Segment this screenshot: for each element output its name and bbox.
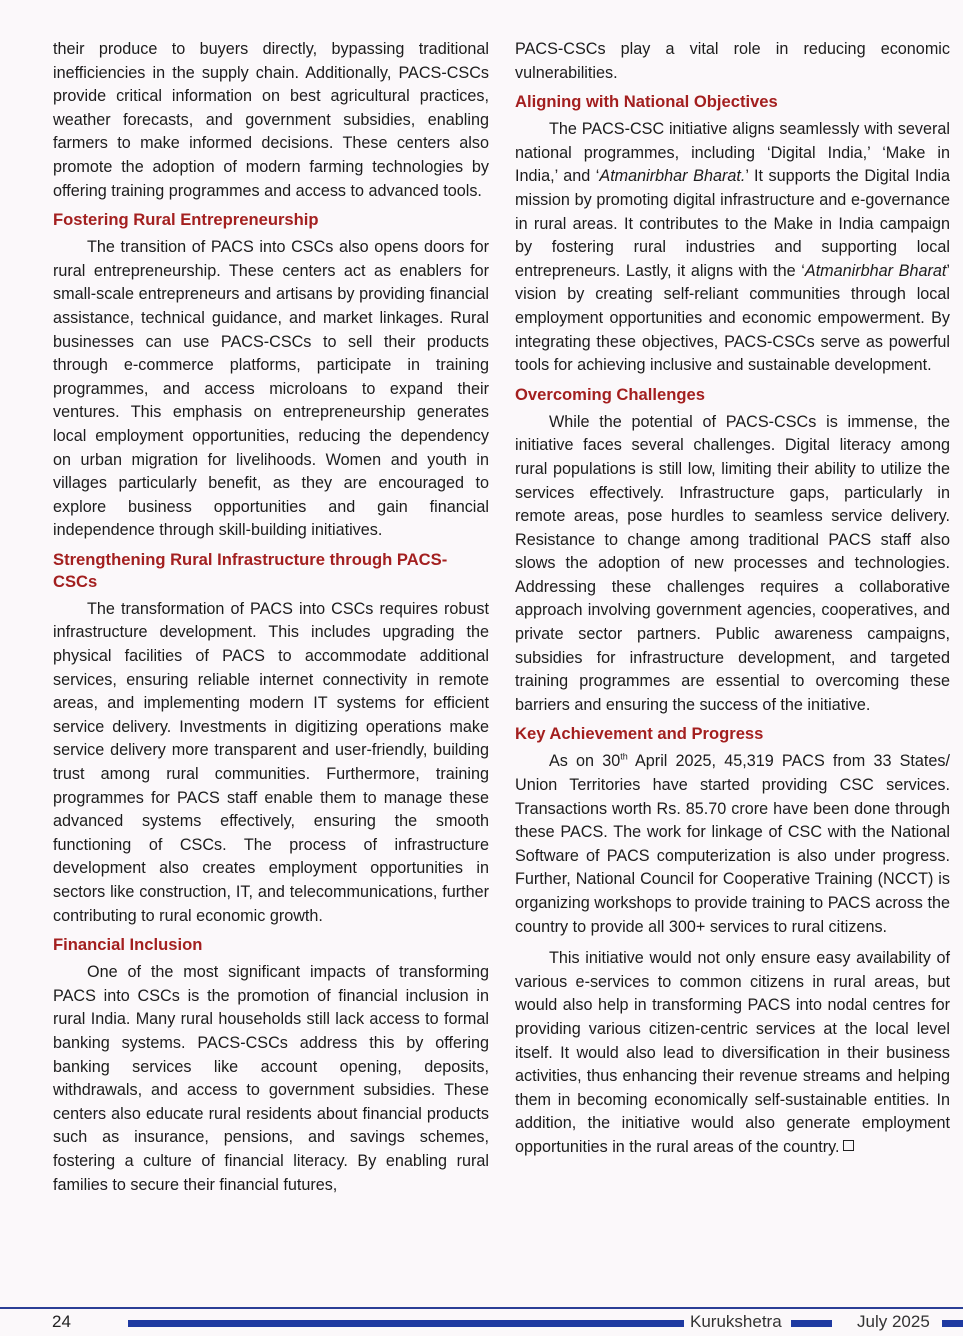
section-body-financial-inclusion: One of the most significant impacts of transforming PACS into CSCs is the promotion of financial inclusion in rural India. Many rural households still lack access to formal banking systems. PACS-CSCs address this by offering banking services like account opening, deposits, withdrawals, and access to government subsidies. These centers also educate rural residents about financial products such as insurance, pensions, and savings schemes, fostering a culture of financial literacy. By enabling rural families to secure their financial futures, (53, 963, 489, 1194)
section-body-national-objectives (515, 118, 950, 378)
section-heading-infrastructure: Strengthening Rural Infrastructure through PACS-CSCs (53, 549, 448, 591)
text-run: The PACS-CSC initiative aligns seamlessly with several national programmes, including ‘Digital India,’ ‘Make in India,’ and ‘ (515, 120, 950, 186)
section-heading-entrepreneurship: Fostering Rural Entrepreneurship (53, 210, 319, 230)
page-number: 24 (52, 1312, 71, 1331)
footer-bar-decoration (942, 1320, 963, 1327)
continued-paragraph: their produce to buyers directly, bypassing traditional inefficiencies in the supply chain. Additionally, PACS-CSCs provide critical information on best agricultural practices, weather forecasts, and government subsidies, enabling farmers to make informed decisions. These centers also promote the adoption of modern farming technologies by offering training programmes and access to advanced tools. (53, 40, 489, 200)
section-heading-financial-inclusion: Financial Inclusion (53, 935, 203, 955)
text-run: ’ It supports the Digital India mission by promoting digital infrastructure and e-governance in rural areas. It contributes to the Make in India campaign by fostering rural industries and supporting local entrepreneurs. Lastly, it aligns with the ‘ (515, 167, 950, 280)
italic-term: Atmanirbhar Bharat (804, 261, 947, 280)
section-heading-achievement: Key Achievement and Progress (515, 724, 764, 744)
section-body-entrepreneurship: The transition of PACS into CSCs also opens doors for rural entrepreneurship. These centers act as enablers for small-scale entrepreneurs and artisans by providing financial assistance, technical guidance, and market linkages. Rural businesses can use PACS-CSCs to sell their products through e-commerce platforms, participate in training programmes, and access microloans to expand their ventures. This emphasis on entrepreneurship generates local employment opportunities, reducing the dependency on urban migration for livelihoods. Women and youth in villages particularly benefit, as they are encouraged to explore business opportunities and gain financial independence through skill-building initiatives. (53, 238, 489, 540)
magazine-name: Kurukshetra (690, 1312, 782, 1331)
section-body-infrastructure: The transformation of PACS into CSCs requires robust infrastructure development. This includes upgrading the physical facilities of PACS to accommodate additional services, ensuring reliable internet connectivity in remote areas, and implementing modern IT systems for efficient service delivery. Investments in digitizing operations make service delivery more transparent and user-friendly, building trust among rural communities. Furthermore, training programmes for PACS staff enable them to manage these advanced systems effectively, ensuring the smooth functioning of CSCs. The process of infrastructure development also creates employment opportunities in sectors like construction, IT, and telecommunications, further contributing to rural economic growth. (53, 599, 489, 925)
text-run: As on 30 (549, 752, 621, 771)
section-body-challenges: While the potential of PACS-CSCs is immense, the initiative faces several challenges. Digital literacy among rural populations is still low, limiting their ability to utilize the services effectively. Infrastructure gaps, particularly in remote areas, pose hurdles to seamless service delivery. Resistance to change among traditional PACS staff also slows the adoption of new processes and technologies. Addressing these challenges requires a collaborative approach involving government agencies, cooperatives, and private sector partners. Public awareness campaigns, subsidies for infrastructure development, and targeted training programmes are essential to overcoming these barriers and ensuring the success of the initiative. (515, 412, 950, 714)
section-heading-challenges: Overcoming Challenges (515, 384, 705, 404)
issue-date: July 2025 (857, 1312, 930, 1331)
footer-divider (0, 1307, 963, 1309)
conclusion-paragraph (515, 947, 950, 1159)
section-heading-national-objectives: Aligning with National Objectives (515, 92, 778, 112)
left-column (53, 38, 489, 1197)
text-run: ’ vision by creating self-reliant communities through local employment opportunities and economic empowerment. By integrating these objectives, PACS-CSCs serve as powerful tools for achieving inclusive and sustainable development. (515, 261, 950, 375)
continued-paragraph-right: PACS-CSCs play a vital role in reducing economic vulnerabilities. (515, 40, 950, 82)
text-run: April 2025, 45,319 PACS from 33 States/ Union Territories have started providing CSC services. Transactions worth Rs. 85.70 crore have been done through these PACS. The work for linkage of CSC with the National Software of PACS computerization is also under progress. Further, National Council for Cooperative Training (NCCT) is organizing workshops to provide training to PACS across the country to provide all 300+ services to rural citizens. (515, 752, 950, 936)
end-of-article-square-icon (843, 1140, 854, 1151)
footer-bar-decoration (128, 1320, 684, 1327)
italic-term: Atmanirbhar Bharat. (599, 167, 746, 186)
footer-bar-decoration (791, 1320, 832, 1327)
right-column (515, 38, 950, 1160)
text-run: This initiative would not only ensure easy availability of various e-services to common citizens in rural areas, but would also help in transforming PACS into nodal centres for providing various citizen-centric services at the local level itself. It would also lead to diversification in their business activities, thus enhancing their revenue streams and helping them in becoming economically self-sustainable entities. In addition, the initiative would also generate employment opportunities in the rural areas of the country. (515, 949, 950, 1156)
section-body-achievement (515, 750, 950, 939)
ordinal-suffix: th (620, 752, 628, 763)
page-footer (0, 1300, 963, 1336)
